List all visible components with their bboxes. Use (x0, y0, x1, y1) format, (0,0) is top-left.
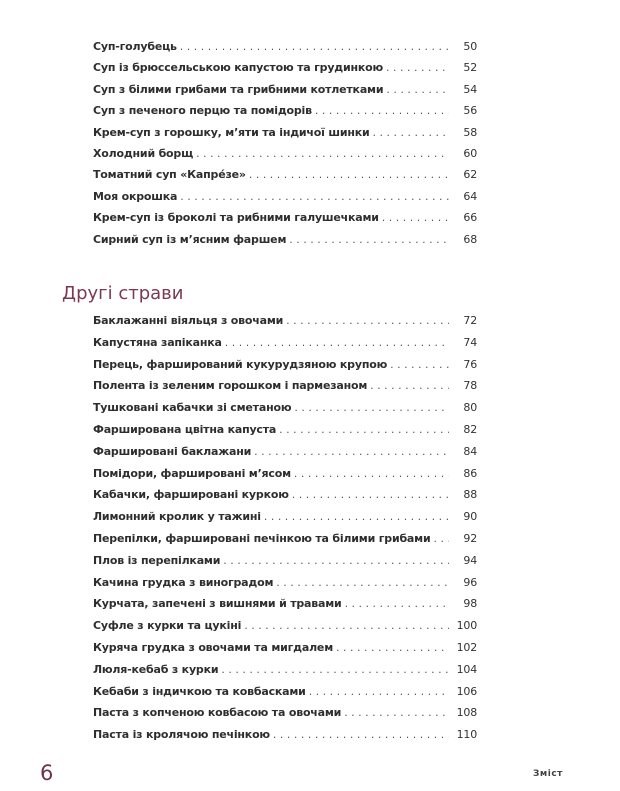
toc-entry-title: Крем-суп із броколі та рибними галушечками (93, 211, 379, 225)
toc-entry-page: 66 (463, 211, 477, 225)
toc-entry-page: 102 (456, 640, 477, 654)
toc-entry[interactable] (93, 233, 477, 254)
toc-entry-title: Сирний суп із м’ясним фаршем (93, 232, 287, 246)
toc-entry-page: 98 (463, 597, 477, 611)
toc-entry-title: Тушковані кабачки зі сметаною (93, 401, 292, 415)
toc-entry-page: 78 (463, 379, 477, 393)
toc-entry-title: Капустяна запіканка (93, 335, 222, 349)
toc-entry-page: 92 (463, 531, 477, 545)
leader-dots (294, 401, 449, 414)
toc-list-mains (93, 314, 477, 750)
toc-entry[interactable] (93, 190, 477, 211)
toc-entry-page: 58 (463, 125, 477, 139)
toc-entry-title: Перепілки, фаршировані печінкою та білими грибами (93, 531, 431, 545)
toc-entry[interactable] (93, 314, 477, 336)
toc-entry[interactable] (93, 706, 477, 728)
toc-entry[interactable] (93, 663, 477, 685)
toc-entry-title: Качина грудка з виноградом (93, 575, 274, 589)
toc-entry[interactable] (93, 61, 477, 82)
toc-entry-title: Фаршировані баклажани (93, 444, 252, 458)
toc-entry-page: 84 (463, 444, 477, 458)
leader-dots (249, 168, 449, 181)
leader-dots (289, 233, 449, 246)
toc-entry[interactable] (93, 423, 477, 445)
toc-entry-page: 104 (456, 662, 477, 676)
toc-entry[interactable] (93, 641, 477, 663)
toc-entry[interactable] (93, 358, 477, 380)
toc-entry-page: 106 (456, 684, 477, 698)
leader-dots (345, 597, 449, 610)
toc-entry-title: Фарширована цвітна капуста (93, 422, 277, 436)
toc-entry-page: 100 (456, 619, 477, 633)
toc-entry-title: Паста з копченою ковбасою та овочами (93, 706, 342, 720)
leader-dots (196, 147, 449, 160)
toc-entry[interactable] (93, 40, 477, 61)
toc-entry[interactable] (93, 619, 477, 641)
leader-dots (386, 61, 449, 74)
toc-entry-page: 86 (463, 466, 477, 480)
toc-entry-title: Кебаби з індичкою та ковбасками (93, 684, 306, 698)
toc-entry[interactable] (93, 401, 477, 423)
toc-entry-title: Холодний борщ (93, 146, 194, 160)
leader-dots (344, 706, 449, 719)
page-number: 6 (40, 761, 54, 785)
toc-entry[interactable] (93, 445, 477, 467)
toc-entry-page: 80 (463, 401, 477, 415)
toc-entry-page: 56 (463, 104, 477, 118)
toc-entry-title: Полента із зеленим горошком і пармезаном (93, 379, 368, 393)
toc-entry-title: Кабачки, фаршировані куркою (93, 488, 289, 502)
leader-dots (433, 532, 449, 545)
toc-entry[interactable] (93, 597, 477, 619)
toc-entry-page: 60 (463, 146, 477, 160)
toc-entry-page: 110 (456, 728, 477, 742)
leader-dots (225, 336, 449, 349)
toc-entry-title: Моя окрошка (93, 189, 178, 203)
leader-dots (286, 314, 449, 327)
toc-entry-title: Суп з білими грибами та грибними котлетками (93, 82, 384, 96)
toc-entry[interactable] (93, 168, 477, 189)
toc-entry[interactable] (93, 488, 477, 510)
toc-entry-title: Куряча грудка з овочами та мигдалем (93, 640, 333, 654)
toc-entry-page: 68 (463, 232, 477, 246)
toc-entry[interactable] (93, 685, 477, 707)
toc-entry[interactable] (93, 510, 477, 532)
toc-entry-page: 90 (463, 510, 477, 524)
leader-dots (373, 126, 450, 139)
running-title: Зміст (533, 769, 563, 779)
leader-dots (294, 467, 449, 480)
toc-list-soups (93, 40, 477, 254)
toc-entry-title: Суфле з курки та цукіні (93, 619, 242, 633)
toc-entry[interactable] (93, 211, 477, 232)
toc-entry-title: Паста із кролячою печінкою (93, 728, 270, 742)
toc-entry-page: 108 (456, 706, 477, 720)
toc-entry-title: Люля-кебаб з курки (93, 662, 219, 676)
leader-dots (386, 83, 449, 96)
toc-entry-page: 62 (463, 168, 477, 182)
toc-entry-page: 96 (463, 575, 477, 589)
toc-entry[interactable] (93, 379, 477, 401)
toc-entry-page: 88 (463, 488, 477, 502)
toc-entry[interactable] (93, 147, 477, 168)
toc-entry-page: 54 (463, 82, 477, 96)
toc-entry[interactable] (93, 576, 477, 598)
toc-entry-page: 64 (463, 189, 477, 203)
toc-entry-page: 72 (463, 314, 477, 327)
toc-entry-title: Плов із перепілками (93, 553, 221, 567)
leader-dots (180, 190, 449, 203)
toc-entry-title: Суп-голубець (93, 40, 177, 53)
toc-entry[interactable] (93, 126, 477, 147)
section-heading: Другі страви (62, 283, 184, 304)
toc-entry-title: Баклажанні віяльця з овочами (93, 314, 284, 327)
leader-dots (336, 641, 449, 654)
leader-dots (180, 40, 449, 53)
leader-dots (221, 663, 449, 676)
leader-dots (264, 510, 449, 523)
toc-entry-page: 50 (463, 40, 477, 53)
leader-dots (279, 423, 449, 436)
toc-entry-title: Крем-суп з горошку, м’яти та індичої шинки (93, 125, 370, 139)
leader-dots (382, 211, 449, 224)
leader-dots (276, 576, 449, 589)
leader-dots (315, 104, 449, 117)
leader-dots (273, 728, 449, 741)
leader-dots (370, 379, 449, 392)
toc-entry-page: 76 (463, 357, 477, 371)
toc-entry[interactable] (93, 336, 477, 358)
toc-entry-title: Суп з печеного перцю та помідорів (93, 104, 312, 118)
toc-entry-title: Перець, фарширований кукурудзяною крупою (93, 357, 388, 371)
toc-entry-page: 74 (463, 335, 477, 349)
toc-entry[interactable] (93, 104, 477, 125)
leader-dots (254, 445, 449, 458)
toc-entry-title: Томатний суп «Капре́зе» (93, 168, 246, 182)
toc-entry-title: Суп із брюссельською капустою та грудинкою (93, 61, 384, 75)
leader-dots (309, 685, 449, 698)
toc-entry[interactable] (93, 83, 477, 104)
toc-entry[interactable] (93, 467, 477, 489)
toc-entry-page: 94 (463, 553, 477, 567)
toc-entry-title: Помідори, фаршировані м’ясом (93, 466, 291, 480)
toc-entry[interactable] (93, 532, 477, 554)
leader-dots (292, 488, 449, 501)
toc-entry-page: 52 (463, 61, 477, 75)
toc-entry-title: Лимонний кролик у тажині (93, 510, 261, 524)
leader-dots (390, 358, 449, 371)
leader-dots (223, 554, 449, 567)
toc-entry[interactable] (93, 728, 477, 750)
toc-entry-page: 82 (463, 422, 477, 436)
toc-entry-title: Курчата, запечені з вишнями й травами (93, 597, 342, 611)
leader-dots (244, 619, 449, 632)
toc-entry[interactable] (93, 554, 477, 576)
